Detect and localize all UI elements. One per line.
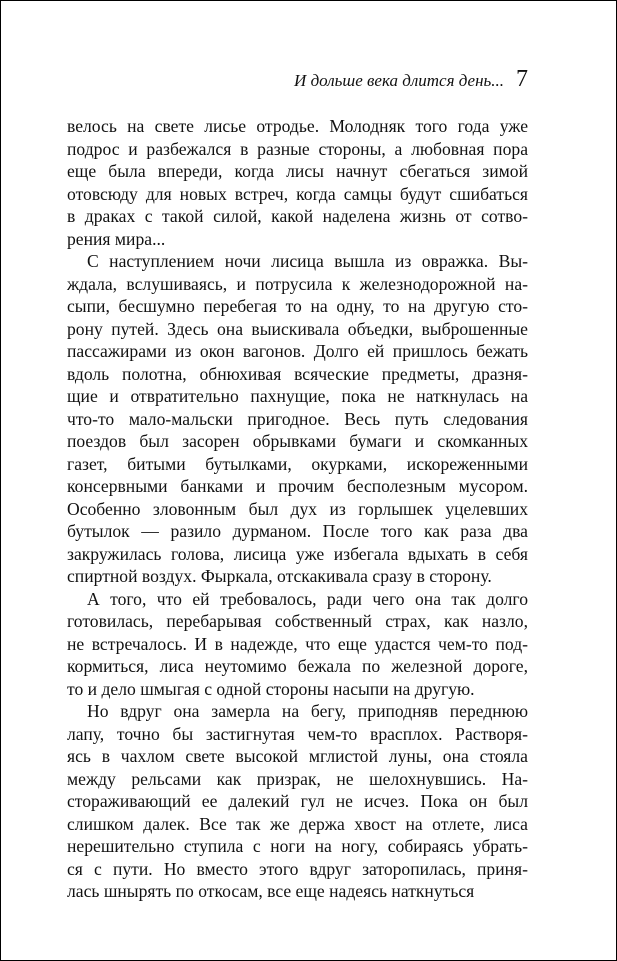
text-line: что-то мало-мальски пригодное. Весь путь следования [67, 408, 528, 429]
text-line: подрос и разбежался в разные стороны, а любовная пора [67, 138, 528, 159]
text-line: то и дело шмыгая с одной стороны насыпи на другую. [67, 678, 475, 699]
page-number: 7 [516, 66, 528, 92]
text-line: в драках с такой силой, какой наделена жизнь от сотво- [67, 206, 528, 226]
text-line: рону путей. Здесь она выискивала объедки, выброшенные [67, 318, 528, 339]
text-line: А того, что ей требовалось, ради чего она так долго [87, 588, 528, 609]
text-line: консервными банками и прочим бесполезным мусором. [67, 476, 528, 496]
text-line: лась шнырять по откосам, все еще надеясь наткнуться [67, 881, 475, 901]
text-line: отовсюду для новых встреч, когда самцы будут сшибаться [67, 183, 528, 204]
paragraph [67, 115, 528, 250]
text-line: бутылок — разило дурманом. После того как раза два [67, 521, 528, 541]
text-line: ся с пути. Но вместо этого вдруг заторопилась, приня- [67, 858, 528, 879]
text-line: еще была впереди, когда лисы начнут сбегаться зимой [67, 161, 528, 181]
text-line: между рельсами как призрак, не шелохнувшись. На- [67, 768, 528, 789]
text-line: нерешительно ступила с ноги на ногу, собираясь убрать- [67, 836, 528, 856]
text-line: закружилась голова, лисица уже избегала вдыхать в себя [67, 543, 528, 564]
text-line: ясь в чахлом свете высокой мглистой луны, она стояла [67, 746, 528, 766]
text-line: газет, битыми бутылками, окурками, искореженными [67, 453, 528, 474]
text-line: кормиться, лиса неутомимо бежала по железной дороге, [67, 656, 528, 676]
text-line: ждала, вслушиваясь, и потрусила к железнодорожной на- [67, 273, 528, 294]
running-header [67, 66, 528, 93]
text-line: слишком далек. Все так же держа хвост на отлете, лиса [67, 813, 528, 834]
text-line: велось на свете лисье отродье. Молодняк того года уже [67, 116, 528, 136]
running-title: И дольше века длится день... [294, 71, 504, 90]
text-line: готовилась, перебарывая собственный страх, как назло, [67, 611, 528, 631]
text-line: Но вдруг она замерла на бегу, приподняв переднюю [87, 701, 528, 721]
text-line: не встречалось. И в надежде, что еще удастся чем-то под- [67, 633, 528, 654]
text-line: поездов был засорен обрывками бумаги и скомканных [67, 431, 528, 451]
text-line: сыпи, бесшумно перебегая то на одну, то на другую сто- [67, 296, 528, 316]
text-line: сторaживающий ее далекий гул не исчез. Пока он был [67, 791, 528, 811]
page-body-text [67, 115, 528, 903]
paragraph [67, 588, 528, 701]
text-line: рения мира... [67, 228, 166, 249]
text-line: спиртной воздух. Фыркала, отскакивала сразу в сторону. [67, 566, 492, 586]
text-line: лапу, точно бы застигнутая чем-то врасплох. Растворя- [67, 723, 528, 744]
text-line: Особенно зловонным был дух из горлышек уцелевших [67, 498, 528, 519]
text-line: вдоль полотна, обнюхивая всяческие предметы, дразня- [67, 363, 528, 384]
paragraph [67, 250, 528, 588]
text-line: пассажирами из окон вагонов. Долго ей пришлось бежать [67, 341, 528, 361]
text-line: щие и отвратительно пахнущие, пока не наткнулась на [67, 386, 528, 406]
text-line: С наступлением ночи лисица вышла из овражка. Вы- [87, 251, 528, 271]
paragraph [67, 700, 528, 903]
